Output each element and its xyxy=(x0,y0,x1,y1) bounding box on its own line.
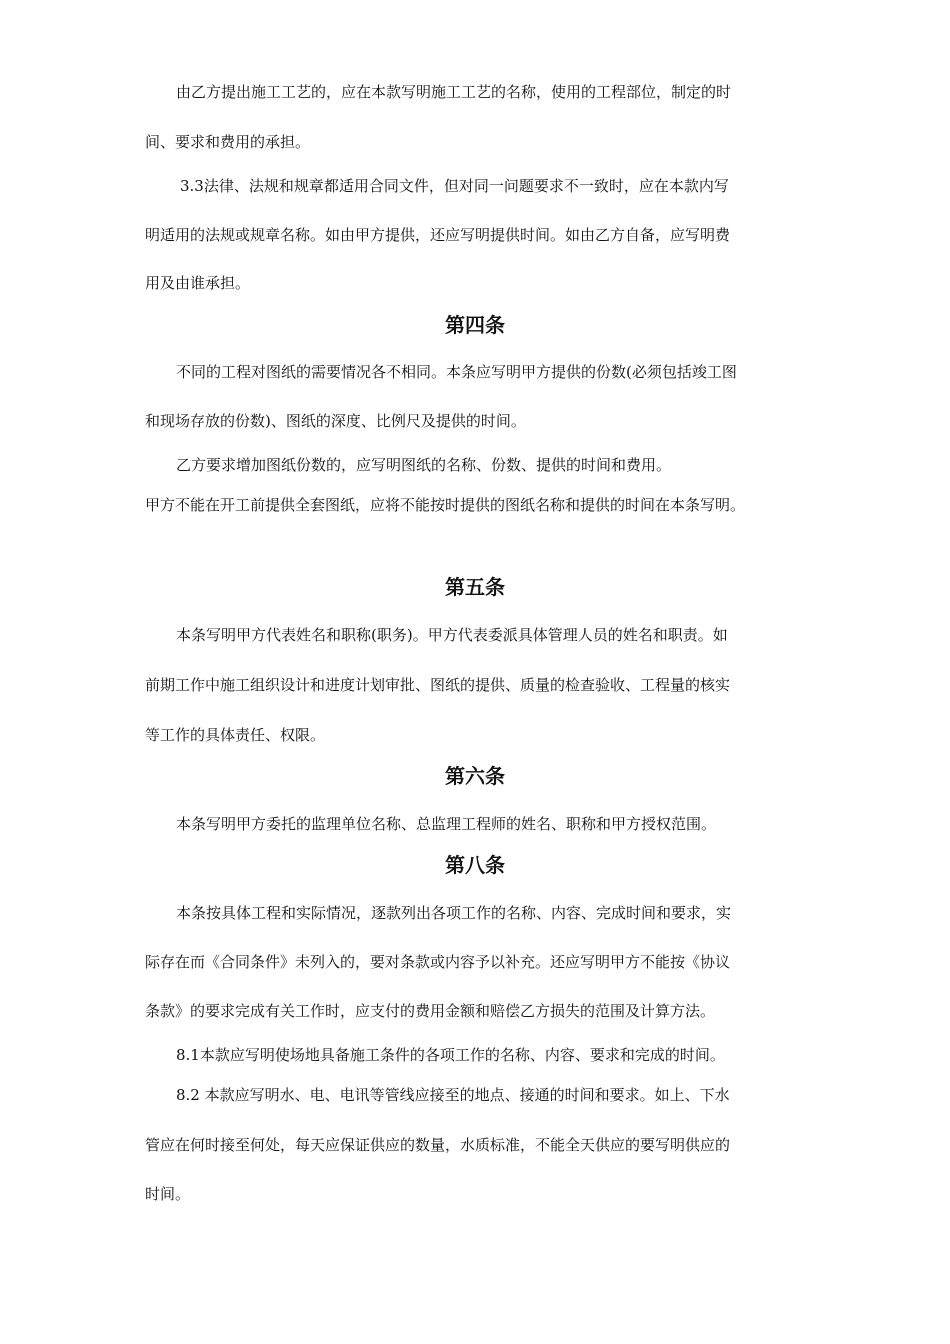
paragraph-line: 用及由谁承担。 xyxy=(145,274,251,292)
paragraph-line: 际存在而《合同条件》未列入的，要对条款或内容予以补充。还应写明甲方不能按《协议 xyxy=(145,953,731,971)
section-heading: 第八条 xyxy=(445,853,505,877)
paragraph-line: 不同的工程对图纸的需要情况各不相同。本条应写明甲方提供的份数(必须包括竣工图 xyxy=(176,363,737,381)
paragraph-line: 本条写明甲方委托的监理单位名称、总监理工程师的姓名、职称和甲方授权范围。 xyxy=(176,815,717,833)
section-heading: 第六条 xyxy=(445,764,505,788)
paragraph-line: 由乙方提出施工工艺的，应在本款写明施工工艺的名称，使用的工程部位，制定的时 xyxy=(176,83,732,101)
paragraph-line: 本条写明甲方代表姓名和职称(职务)。甲方代表委派具体管理人员的姓名和职责。如 xyxy=(176,626,728,644)
paragraph-line: 前期工作中施工组织设计和进度计划审批、图纸的提供、质量的检查验收、工程量的核实 xyxy=(145,676,731,694)
paragraph-line: 乙方要求增加图纸份数的，应写明图纸的名称、份数、提供的时间和费用。 xyxy=(176,456,672,474)
paragraph-line: 条款》的要求完成有关工作时，应支付的费用金额和赔偿乙方损失的范围及计算方法。 xyxy=(145,1002,716,1020)
paragraph-line: 和现场存放的份数)、图纸的深度、比例尺及提供的时间。 xyxy=(145,412,526,430)
paragraph-line: 时间。 xyxy=(145,1185,191,1203)
paragraph-line: 间、要求和费用的承担。 xyxy=(145,133,311,151)
section-heading: 第五条 xyxy=(445,575,505,599)
paragraph-line: 3.3法律、法规和规章都适用合同文件，但对同一问题要求不一致时，应在本款内写 xyxy=(180,177,729,195)
paragraph-line: 明适用的法规或规章名称。如由甲方提供，还应写明提供时间。如由乙方自备，应写明费 xyxy=(145,226,731,244)
paragraph-line: 甲方不能在开工前提供全套图纸，应将不能按时提供的图纸名称和提供的时间在本条写明。 xyxy=(145,496,746,514)
paragraph-line: 本条按具体工程和实际情况，逐款列出各项工作的名称、内容、完成时间和要求，实 xyxy=(176,904,732,922)
paragraph-line: 8.2 本款应写明水、电、电讯等管线应接至的地点、接通的时间和要求。如上、下水 xyxy=(176,1086,730,1104)
paragraph-line: 管应在何时接至何处，每天应保证供应的数量，水质标准，不能全天供应的要写明供应的 xyxy=(145,1136,731,1154)
section-heading: 第四条 xyxy=(445,313,505,337)
paragraph-line: 8.1本款应写明使场地具备施工条件的各项工作的名称、内容、要求和完成的时间。 xyxy=(176,1046,725,1064)
paragraph-line: 等工作的具体责任、权限。 xyxy=(145,726,326,744)
